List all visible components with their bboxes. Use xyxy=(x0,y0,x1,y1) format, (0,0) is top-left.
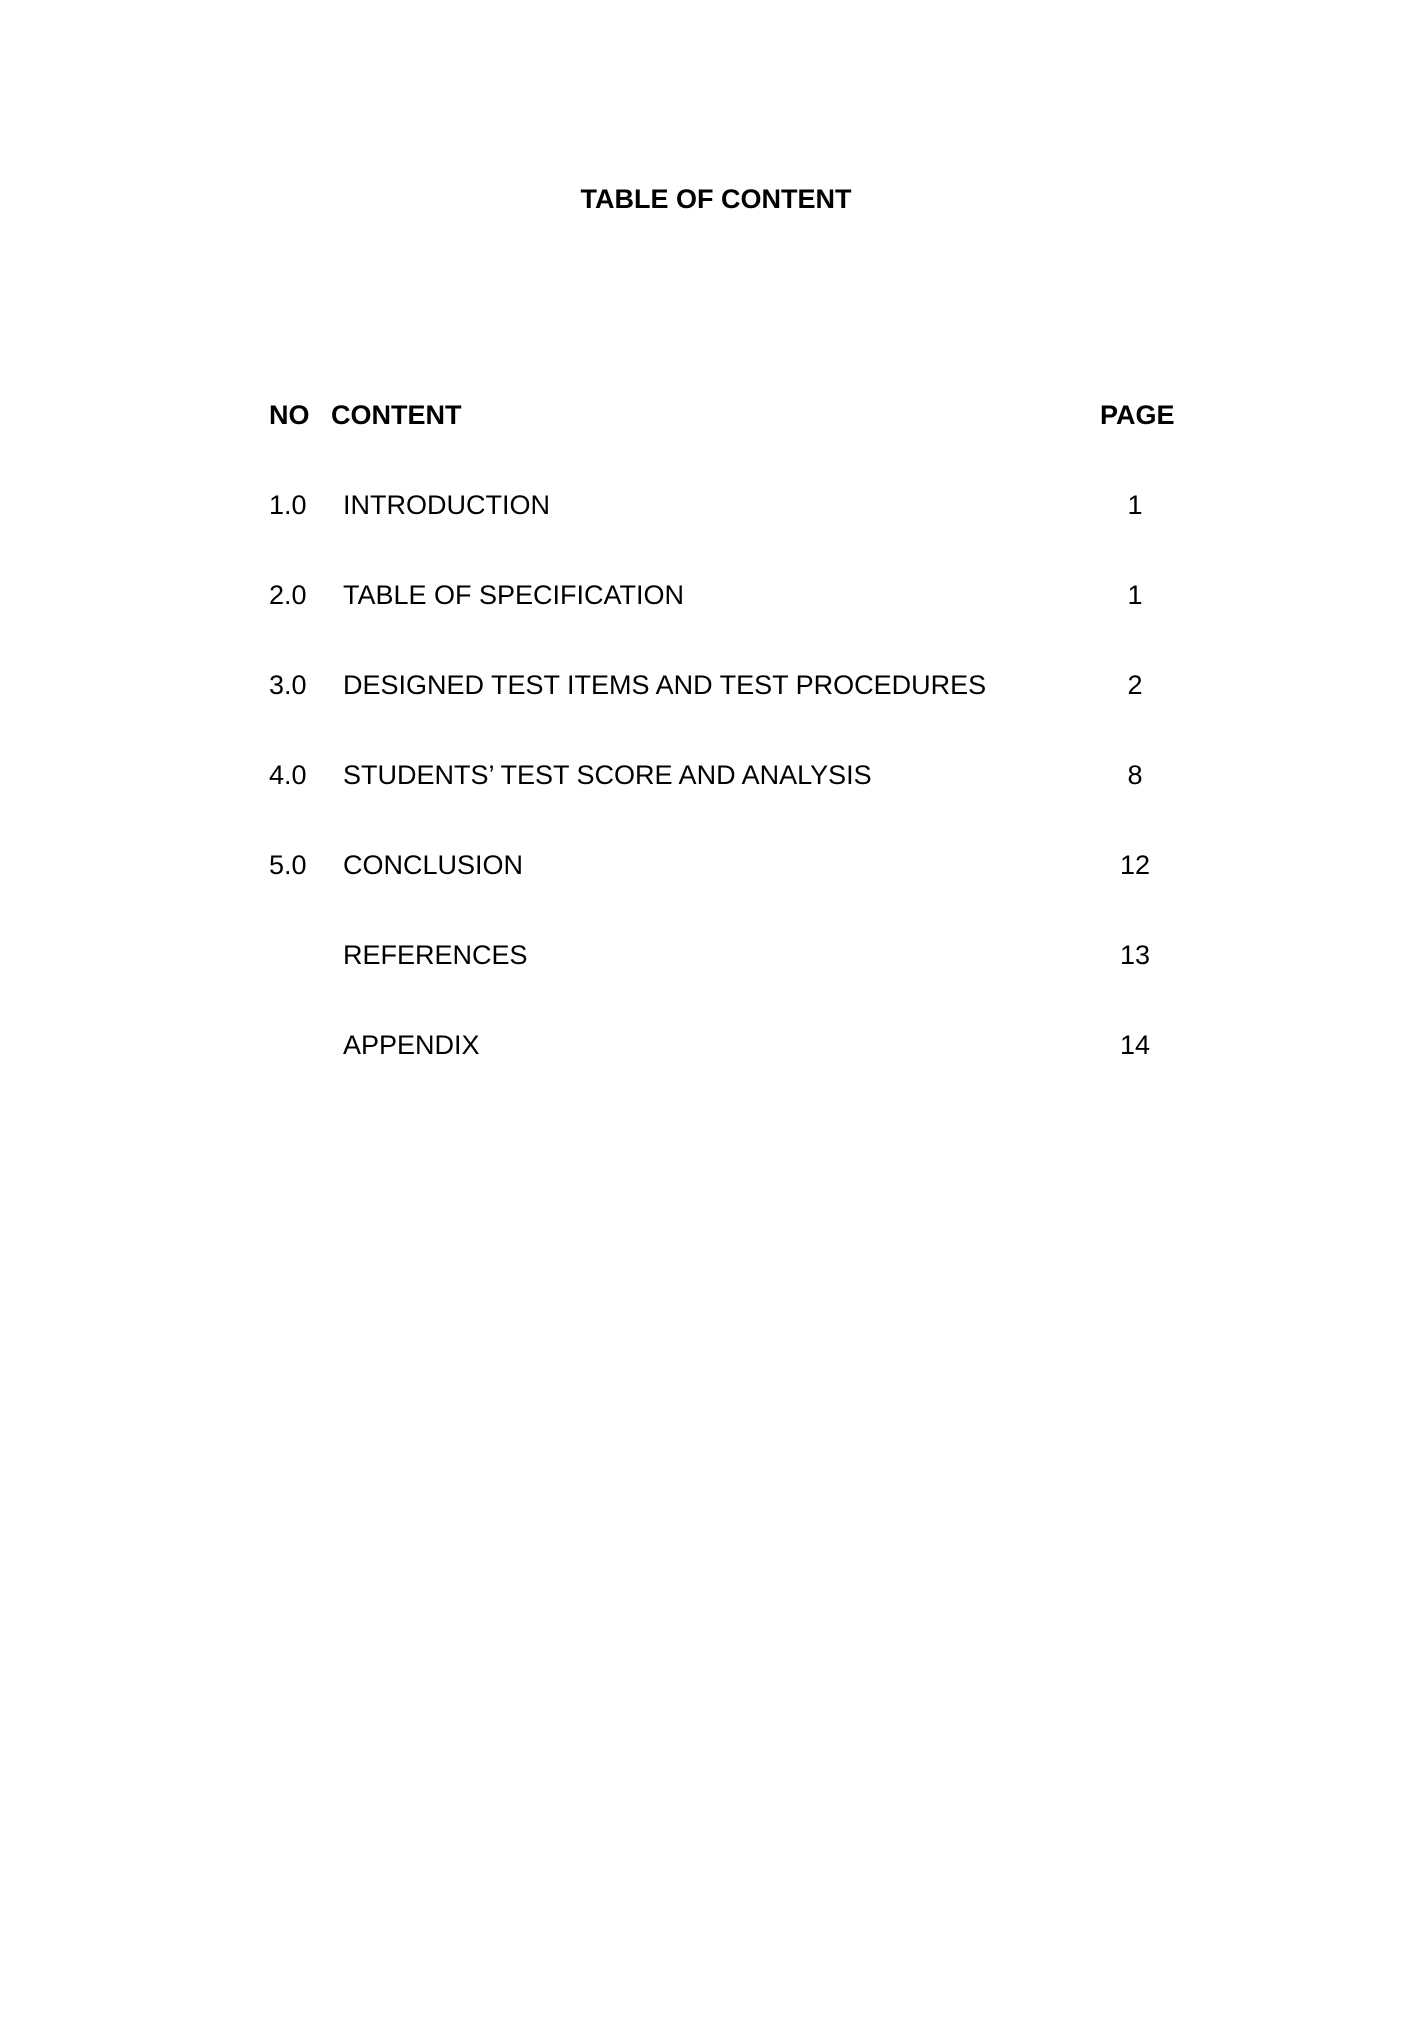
toc-row xyxy=(0,1030,1428,1070)
toc-entry-number: 4.0 xyxy=(269,760,307,790)
toc-entry-page: 8 xyxy=(1127,760,1143,790)
toc-row xyxy=(0,580,1428,620)
toc-entry-title: CONCLUSION xyxy=(343,850,524,880)
toc-entry-title: DESIGNED TEST ITEMS AND TEST PROCEDURES xyxy=(343,670,987,700)
toc-row xyxy=(0,850,1428,890)
page-title: TABLE OF CONTENT xyxy=(580,184,852,214)
toc-entry-number: 2.0 xyxy=(269,580,307,610)
toc-entry-page: 2 xyxy=(1127,670,1143,700)
header-content: CONTENT xyxy=(331,400,462,430)
toc-header-row xyxy=(0,400,1428,440)
toc-entry-title: REFERENCES xyxy=(343,940,528,970)
toc-entry-page: 12 xyxy=(1119,850,1151,880)
toc-entry-title: TABLE OF SPECIFICATION xyxy=(343,580,685,610)
toc-entry-number: 1.0 xyxy=(269,490,307,520)
toc-entry-number: 5.0 xyxy=(269,850,307,880)
toc-row xyxy=(0,490,1428,530)
toc-entry-title: APPENDIX xyxy=(343,1030,480,1060)
toc-row xyxy=(0,670,1428,710)
toc-entry-page: 1 xyxy=(1127,580,1143,610)
toc-entry-title: STUDENTS’ TEST SCORE AND ANALYSIS xyxy=(343,760,872,790)
toc-entry-page: 1 xyxy=(1127,490,1143,520)
toc-entry-number: 3.0 xyxy=(269,670,307,700)
toc-row xyxy=(0,940,1428,980)
header-no: NO xyxy=(269,400,310,430)
toc-row xyxy=(0,760,1428,800)
toc-entry-page: 14 xyxy=(1119,1030,1151,1060)
toc-entry-title: INTRODUCTION xyxy=(343,490,550,520)
header-page: PAGE xyxy=(1100,400,1175,430)
toc-entry-page: 13 xyxy=(1119,940,1151,970)
